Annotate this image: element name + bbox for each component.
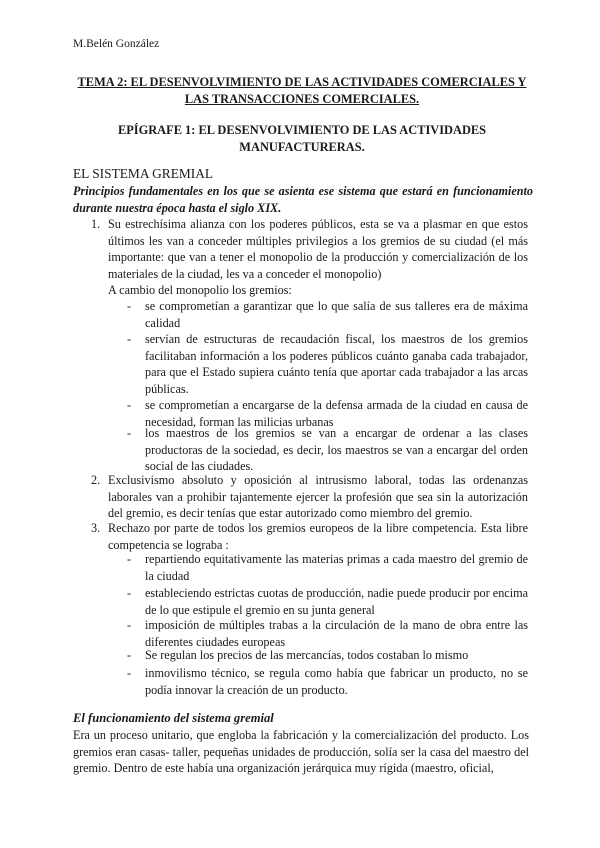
list-item-2 — [91, 472, 528, 522]
bullet-text: servían de estructuras de recaudación fiscal, los maestros de los gremios facilitaban información a los poderes públicos cuánto ganaba cada trabajador, para que el Estado supiera cuánto tenía que aportar cada trabajador a las arcas públicas. — [145, 332, 528, 396]
dash-marker: - — [127, 426, 132, 440]
dash-marker: - — [127, 618, 132, 632]
dash-marker: - — [127, 299, 132, 313]
document-title: TEMA 2: EL DESENVOLVIMIENTO DE LAS ACTIVIDADES COMERCIALES Y LAS TRANSACCIONES COMERCIALES. — [77, 75, 527, 106]
dash-marker: - — [127, 666, 132, 680]
list-number: 1. — [91, 217, 101, 231]
bullet-text: inmovilismo técnico, se regula como había que fabricar un producto, no se podía innovar la creación de un producto. — [145, 666, 528, 697]
bullet-text: los maestros de los gremios se van a encargar de ordenar a las clases productoras de la sociedad, es decir, los maestros se van a encargar del orden social de las ciudades. — [145, 426, 528, 474]
bullet-item — [127, 617, 528, 650]
dash-marker: - — [127, 586, 132, 600]
bullet-text: se comprometían a encargarse de la defensa armada de la ciudad en causa de necesidad, forman las milicias urbanas — [145, 398, 528, 429]
section-heading: EL SISTEMA GREMIAL — [73, 166, 214, 181]
list-item-text: Exclusivismo absoluto y oposición al intrusismo laboral, todas las ordenanzas laborales van a prohibir tajantemente ejercer la profesión que sea sin la autorización del gremio, es decir tenías que estar autorizado como miembro del gremio. — [108, 473, 528, 521]
bullet-text: imposición de múltiples trabas a la circulación de la mano de obra entre las diferentes ciudades europeas — [145, 618, 528, 649]
bullet-text: se comprometían a garantizar que lo que salía de sus talleres era de máxima calidad — [145, 299, 528, 330]
dash-marker: - — [127, 552, 132, 566]
bullet-text: Se regulan los precios de las mercancías, todos costaban lo mismo — [145, 648, 469, 662]
dash-marker: - — [127, 648, 132, 662]
subsection-heading: El funcionamiento del sistema gremial — [73, 711, 274, 725]
dash-marker: - — [127, 398, 132, 412]
bullet-item — [127, 551, 528, 584]
section-subtitle: Principios fundamentales en los que se asienta ese sistema que estará en funcionamiento durante nuestra época hasta el siglo XIX. — [73, 184, 533, 215]
bullet-item — [127, 298, 528, 331]
bullet-item — [127, 647, 528, 664]
list-item-3 — [91, 520, 528, 553]
bullet-item — [127, 665, 528, 698]
dash-marker: - — [127, 332, 132, 346]
author-name: M.Belén González — [73, 38, 160, 50]
list-number: 2. — [91, 473, 101, 487]
bullet-text: estableciendo estrictas cuotas de producción, nadie puede producir por encima de lo que estipule el gremio en su junta general — [145, 586, 528, 617]
list-number: 3. — [91, 521, 101, 535]
bullet-item — [127, 585, 528, 618]
bullet-item — [127, 425, 528, 475]
bullet-text: repartiendo equitativamente las materias primas a cada maestro del gremio de la ciudad — [145, 552, 528, 583]
list-item-lead: A cambio del monopolio los gremios: — [108, 283, 292, 297]
list-item-text: Rechazo por parte de todos los gremios europeos de la libre competencia. Esta libre competencia se lograba : — [108, 521, 528, 552]
list-item-1 — [91, 216, 528, 282]
body-paragraph: Era un proceso unitario, que engloba la fabricación y la comercialización del producto. Los gremios eran casas- taller, pequeñas unidades de producción, solía ser la casa del maestro del gremio. Dentro de este había una organización jerárquica muy rígida (maestro, oficial, — [73, 728, 529, 776]
epigrafe-heading: EPÍGRAFE 1: EL DESENVOLVIMIENTO DE LAS ACTIVIDADES MANUFACTURERAS. — [117, 123, 487, 154]
list-item-text: Su estrechísima alianza con los poderes públicos, esta se va a plasmar en que estos últimos les van a conceder múltiples privilegios a los gremios de su ciudad (el más importante: que van a tener el monopolio de la producción y comercialización de los materiales de la ciudad, les va a conceder el monopolio) — [108, 217, 528, 281]
bullet-item — [127, 331, 528, 397]
